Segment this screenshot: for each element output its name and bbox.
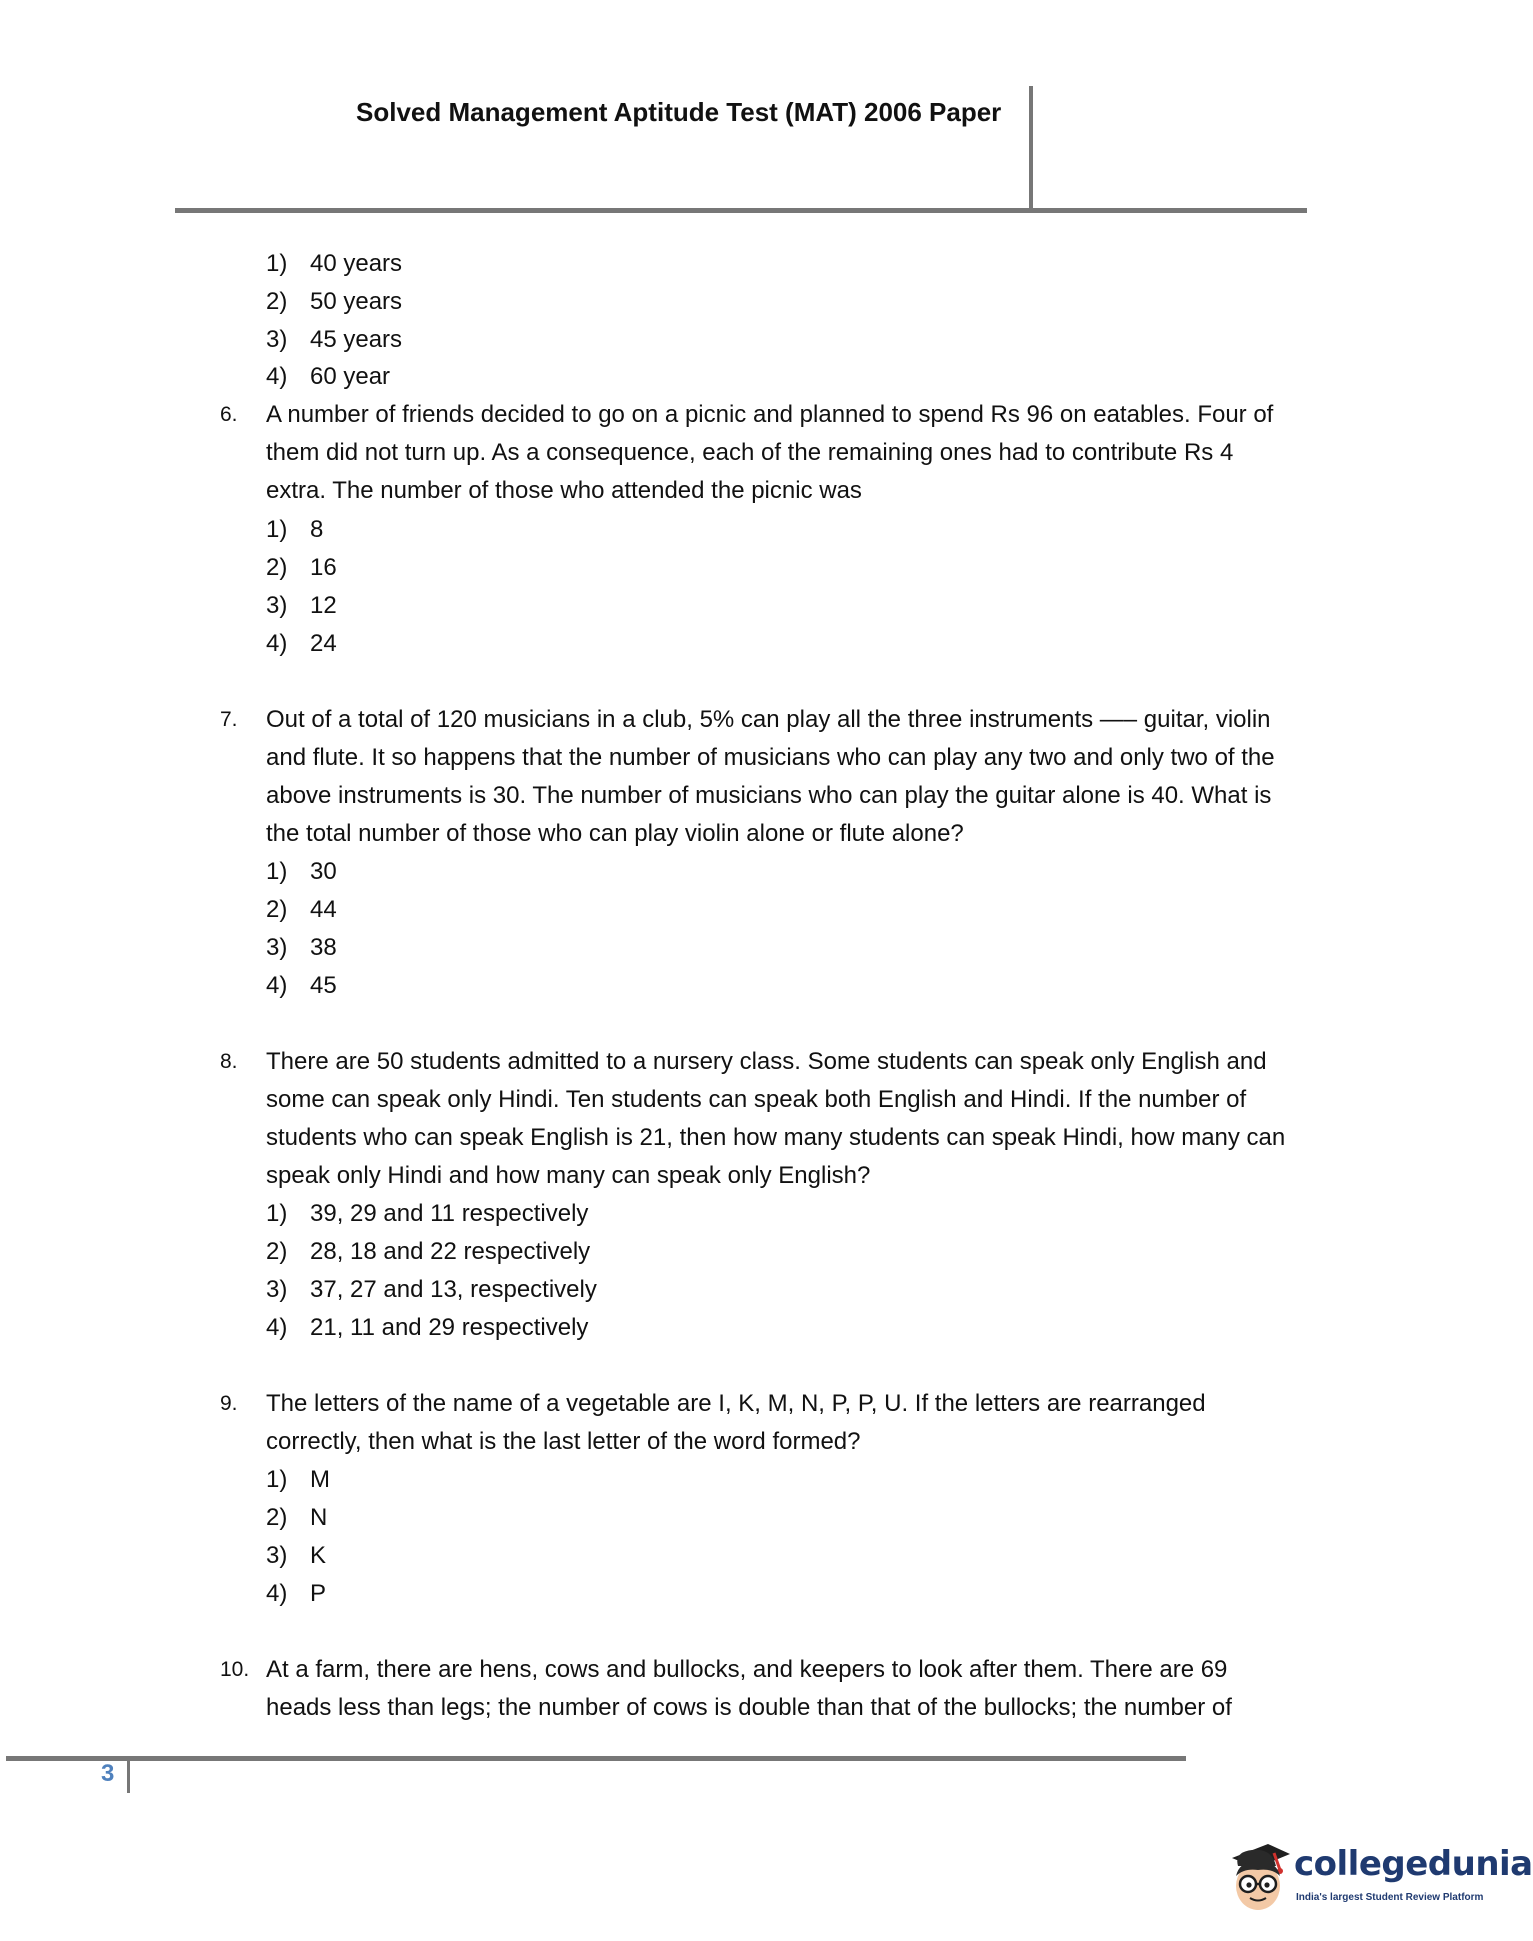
option-number: 1) xyxy=(266,1466,288,1493)
logo-brand: collegedunia xyxy=(1294,1844,1533,1884)
q5-option-2 xyxy=(266,287,402,317)
q9-option-4 xyxy=(266,1579,326,1609)
question-line: them did not turn up. As a consequence, each of the remaining ones had to contribute Rs 4 xyxy=(266,439,1234,466)
question-text xyxy=(266,1651,1232,1727)
q7-option-4 xyxy=(266,971,337,1001)
option-text: 45 years xyxy=(310,326,403,353)
logo-tagline: India's largest Student Review Platform xyxy=(1296,1892,1484,1903)
collegedunia-logo xyxy=(1228,1840,1533,1920)
question-line: Out of a total of 120 musicians in a club, 5% can play all the three instruments —– guitar, violin xyxy=(266,706,1271,733)
q8-option-1 xyxy=(266,1199,588,1229)
option-number: 1) xyxy=(266,250,288,277)
option-number: 3) xyxy=(266,1542,288,1569)
question-line: There are 50 students admitted to a nursery class. Some students can speak only English and xyxy=(266,1048,1267,1075)
header-divider-horizontal xyxy=(175,208,1307,213)
page-title: Solved Management Aptitude Test (MAT) 2006 Paper xyxy=(356,97,1002,127)
option-text: 38 xyxy=(310,934,337,961)
question-number: 8. xyxy=(220,1050,238,1073)
question-text xyxy=(266,1385,1206,1461)
question-line: At a farm, there are hens, cows and bullocks, and keepers to look after them. There are 69 xyxy=(266,1656,1228,1683)
question-text xyxy=(266,396,1273,510)
option-text: 21, 11 and 29 respectively xyxy=(310,1314,589,1341)
option-text: 16 xyxy=(310,554,337,581)
question-line: speak only Hindi and how many can speak only English? xyxy=(266,1162,871,1189)
question-line: some can speak only Hindi. Ten students can speak both English and Hindi. If the number of xyxy=(266,1086,1247,1113)
option-text: K xyxy=(310,1542,327,1569)
option-number: 1) xyxy=(266,516,288,543)
question-line: above instruments is 30. The number of musicians who can play the guitar alone is 40. What is xyxy=(266,782,1272,809)
option-text: 12 xyxy=(310,592,337,619)
option-text: 44 xyxy=(310,896,337,923)
q8-option-3 xyxy=(266,1275,597,1305)
option-text: 40 years xyxy=(310,250,403,277)
question-line: heads less than legs; the number of cows is double than that of the bullocks; the number of xyxy=(266,1694,1232,1721)
question-line: A number of friends decided to go on a picnic and planned to spend Rs 96 on eatables. Four of xyxy=(266,401,1274,428)
footer-divider-vertical xyxy=(127,1759,130,1793)
option-text: 37, 27 and 13, respectively xyxy=(310,1276,597,1303)
q9-option-1 xyxy=(266,1465,330,1495)
q9-option-3 xyxy=(266,1541,326,1571)
option-number: 1) xyxy=(266,1200,288,1227)
footer-divider-horizontal xyxy=(6,1756,1186,1761)
question-line: correctly, then what is the last letter of the word formed? xyxy=(266,1428,861,1455)
option-number: 4) xyxy=(266,630,288,657)
q6-option-4 xyxy=(266,629,337,659)
q9-option-2 xyxy=(266,1503,327,1533)
option-text: 30 xyxy=(310,858,337,885)
question-line: students who can speak English is 21, then how many students can speak Hindi, how many can xyxy=(266,1124,1286,1151)
option-number: 4) xyxy=(266,1580,288,1607)
option-number: 3) xyxy=(266,1276,288,1303)
page-number: 3 xyxy=(101,1760,115,1787)
option-number: 2) xyxy=(266,1238,288,1265)
question-number: 6. xyxy=(220,403,238,426)
option-text: 60 year xyxy=(310,363,391,390)
option-number: 4) xyxy=(266,972,288,999)
question-line: and flute. It so happens that the number of musicians who can play any two and only two of the xyxy=(266,744,1275,771)
option-text: 28, 18 and 22 respectively xyxy=(310,1238,591,1265)
option-text: 24 xyxy=(310,630,337,657)
q6-option-2 xyxy=(266,553,337,583)
option-text: P xyxy=(310,1580,327,1607)
q6-option-3 xyxy=(266,591,337,621)
q8-option-2 xyxy=(266,1237,590,1267)
option-number: 3) xyxy=(266,326,288,353)
question-text xyxy=(266,701,1275,853)
question-number: 10. xyxy=(220,1658,250,1681)
q7-option-2 xyxy=(266,895,337,925)
question-number: 9. xyxy=(220,1392,238,1415)
option-number: 3) xyxy=(266,934,288,961)
q7-option-1 xyxy=(266,857,337,887)
option-text: N xyxy=(310,1504,328,1531)
q5-option-3 xyxy=(266,325,402,355)
option-number: 1) xyxy=(266,858,288,885)
question-number: 7. xyxy=(220,708,238,731)
question-text xyxy=(266,1043,1285,1195)
q5-option-1 xyxy=(266,249,402,279)
header-divider-vertical xyxy=(1029,86,1033,210)
q6-option-1 xyxy=(266,515,323,545)
option-text: 8 xyxy=(310,516,324,543)
option-number: 4) xyxy=(266,1314,288,1341)
q5-option-4 xyxy=(266,362,390,392)
option-text: 45 xyxy=(310,972,337,999)
q7-option-3 xyxy=(266,933,337,963)
option-number: 2) xyxy=(266,1504,288,1531)
option-number: 2) xyxy=(266,288,288,315)
mascot-icon xyxy=(1228,1840,1292,1920)
option-number: 2) xyxy=(266,896,288,923)
option-number: 2) xyxy=(266,554,288,581)
q8-option-4 xyxy=(266,1313,588,1343)
question-line: extra. The number of those who attended the picnic was xyxy=(266,477,862,504)
option-text: 39, 29 and 11 respectively xyxy=(310,1200,589,1227)
question-line: The letters of the name of a vegetable are I, K, M, N, P, P, U. If the letters are rearranged xyxy=(266,1390,1206,1417)
question-line: the total number of those who can play violin alone or flute alone? xyxy=(266,820,964,847)
option-text: 50 years xyxy=(310,288,403,315)
option-number: 4) xyxy=(266,363,288,390)
option-number: 3) xyxy=(266,592,288,619)
option-text: M xyxy=(310,1466,330,1493)
